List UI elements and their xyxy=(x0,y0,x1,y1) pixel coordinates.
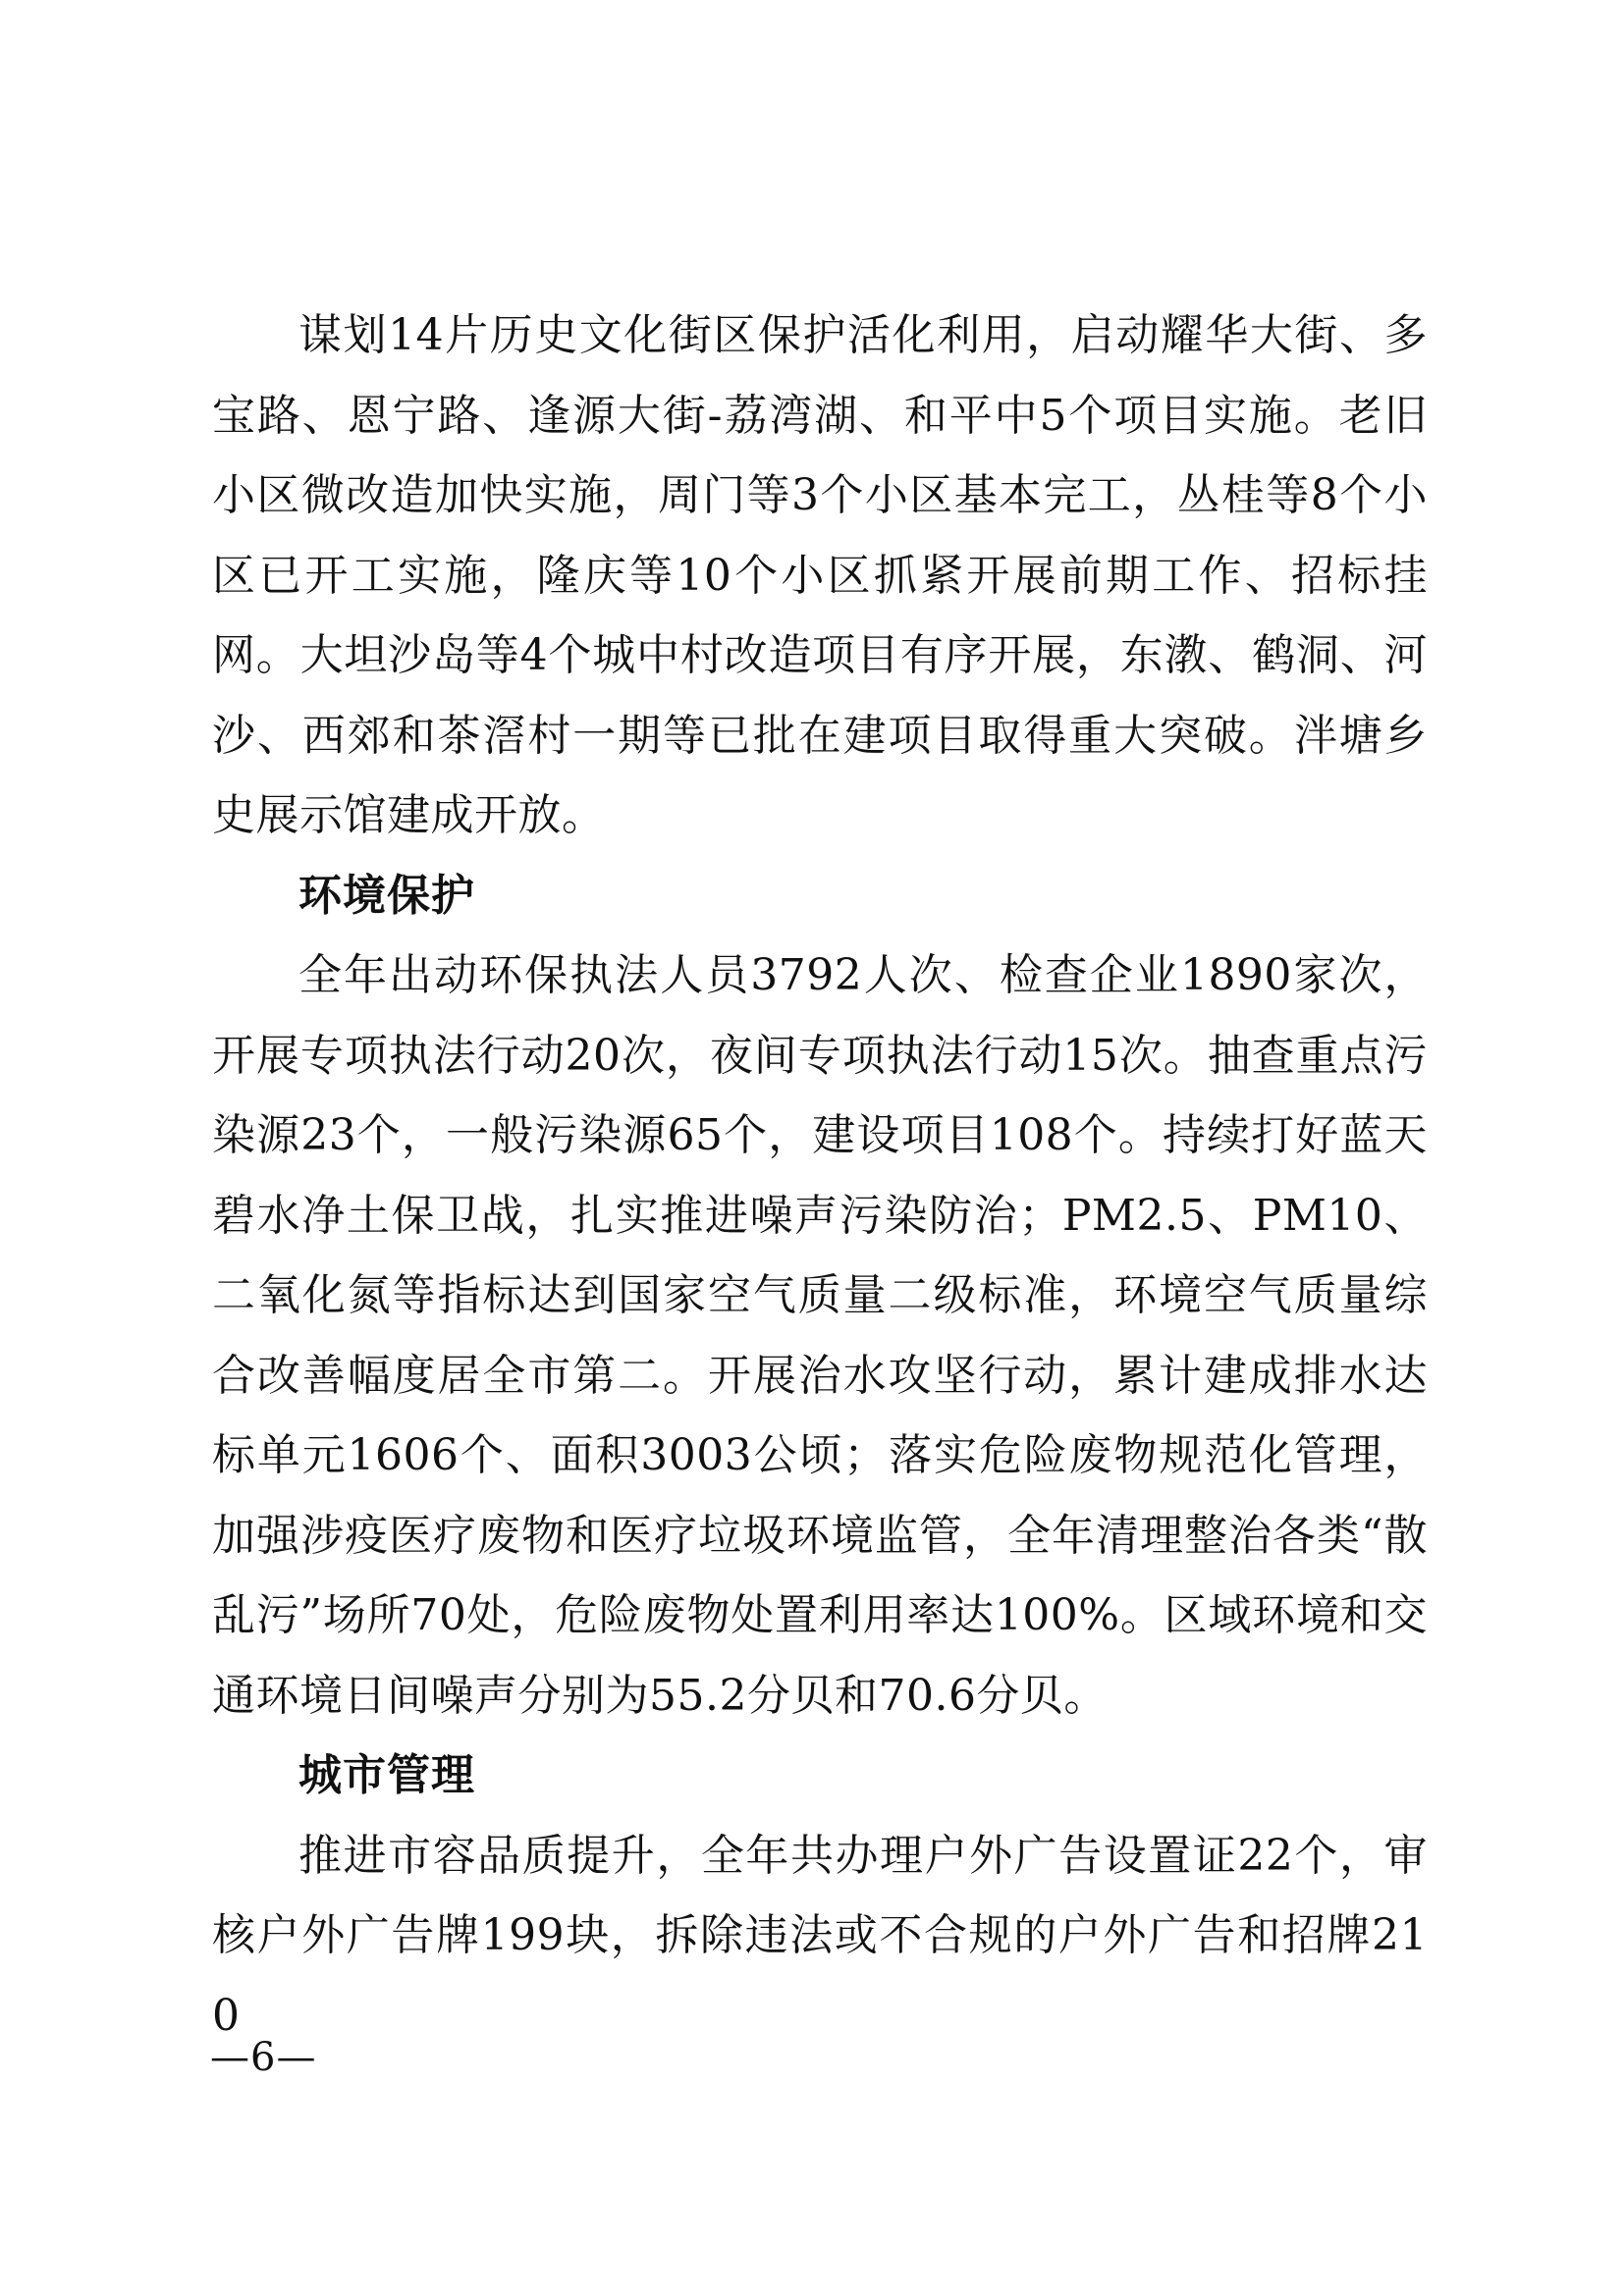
page-number: —6— xyxy=(210,2035,317,2080)
paragraph-city-management: 推进市容品质提升，全年共办理户外广告设置证22个，审核户外广告牌199块，拆除违法或不合规的户外广告和招牌210 xyxy=(212,1830,1428,2041)
paragraph-environment: 全年出动环保执法人员3792人次、检查企业1890家次，开展专项执法行动20次，夜间专项执法行动15次。抽查重点污染源23个，一般污染源65个，建设项目108个。持续打好蓝天碧水净土保卫战，扎实推进噪声污染防治；PM2.5、PM10、二氧化氮等指标达到国家空气质量二级标准，环境空气质量综合改善幅度居全市第二。开展治水攻坚行动，累计建成排水达标单元1606个、面积3003公顷；落实危险废物规范化管理，加强涉疫医疗废物和医疗垃圾环境监管，全年清理整治各类“散乱污”场所70处，危险废物处置利用率达100%。区域环境和交通环境日间噪声分别为55.2分贝和70.6分贝。 xyxy=(212,950,1428,1721)
section-heading-city-management: 城市管理 xyxy=(298,1750,475,1800)
document-body xyxy=(212,295,1428,2056)
paragraph-historic-district: 谋划14片历史文化街区保护活化利用，启动耀华大街、多宝路、恩宁路、逢源大街-荔湾湖、和平中5个项目实施。老旧小区微改造加快实施，周门等3个小区基本完工，丛桂等8个小区已开工实施，隆庆等10个小区抓紧开展前期工作、招标挂网。大坦沙岛等4个城中村改造项目有序开展，东漖、鹤洞、河沙、西郊和茶滘村一期等已批在建项目取得重大突破。泮塘乡史展示馆建成开放。 xyxy=(212,310,1428,840)
section-heading-environment: 环境保护 xyxy=(298,870,475,921)
